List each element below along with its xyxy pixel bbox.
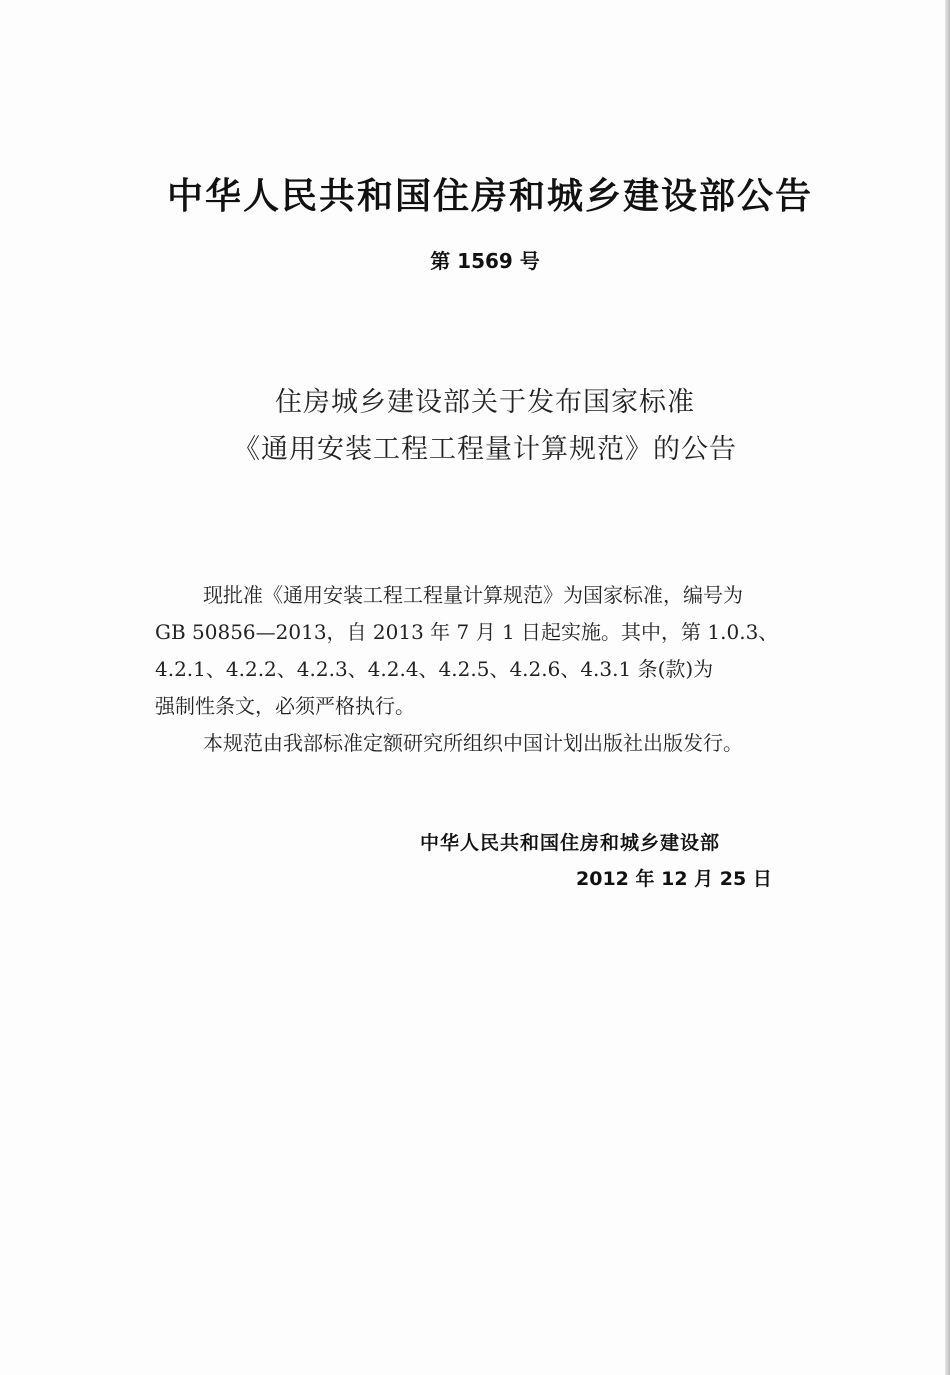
paragraph-1-line: 强制性条文，必须严格执行。 (155, 694, 415, 718)
paragraph-2-line: 本规范由我部标准定额研究所组织中国计划出版社出版发行。 (203, 731, 743, 755)
subtitle-line-1: 住房城乡建设部关于发布国家标准 (275, 387, 695, 418)
paragraph-1-line: GB 50856—2013，自 2013 年 7 月 1 日起实施。其中，第 1.0.3、 (155, 620, 779, 644)
paragraph-1-line: 现批准《通用安装工程工程量计算规范》为国家标准，编号为 (203, 583, 743, 607)
signature-date: 2012 年 12 月 25 日 (576, 868, 772, 890)
paragraph-2 (155, 725, 820, 762)
document-title: 中华人民共和国住房和城乡建设部公告 (166, 176, 813, 217)
paragraph-1-line: 4.2.1、4.2.2、4.2.3、4.2.4、4.2.5、4.2.6、4.3.1 条(款)为 (155, 657, 714, 681)
paragraph-1 (155, 577, 820, 725)
notice-number: 第 1569 号 (430, 249, 540, 273)
signature-organization: 中华人民共和国住房和城乡建设部 (420, 832, 721, 854)
subtitle-line-2: 《通用安装工程工程量计算规范》的公告 (233, 434, 737, 465)
